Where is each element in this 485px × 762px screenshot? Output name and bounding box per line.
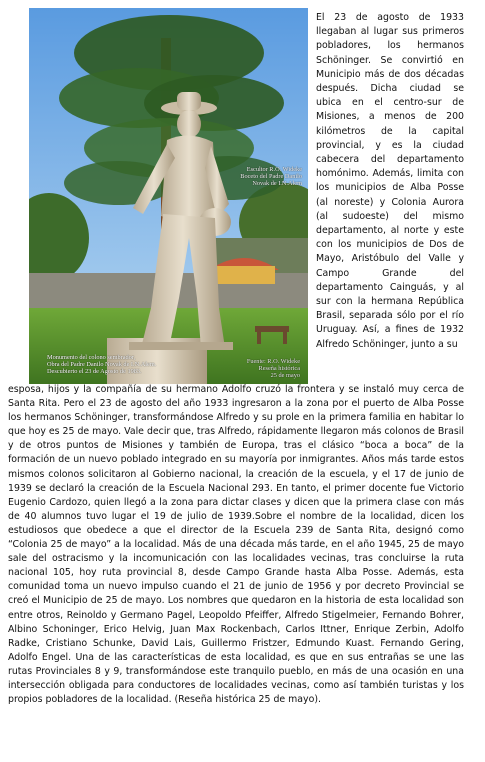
article-side-column: El 23 de agosto de 1933 llegaban al lugar sus primeros pobladores, los hermanos Schöninger. Se convirtió en Municipio más de dos décadas después. Dicha ciudad se ubica en el centro-sur de Misiones, a menos de 200 kilómetros de la capital provincial, y es la ciudad cabecera del departamento homónimo. Además, limita con los municipios de Alba Posse (al noreste) y Colonia Aurora (al sudoeste) del mismo departamento, al norte y este con los municipios de Dos de Mayo, Aristóbulo del Valle y Campo Grande del departamento Cainguás, y al sur con la hermana República Brasil, separada sólo por el río Uruguay. Así, a fines de 1932 Alfredo Schöninger, junto a su (316, 12, 464, 350)
caption-line: Reseña histórica (258, 365, 300, 372)
caption-line: 25 de mayo (270, 372, 300, 379)
photo-caption-source (247, 358, 300, 379)
caption-line: Obra del Padre Danilo Novak de I.N.Alem. (47, 361, 157, 368)
caption-line: Descubierto el 23 de Agosto de 1983. (47, 368, 142, 375)
caption-line: Boceto del Padre Danilo (240, 173, 302, 180)
photo-illustration (29, 8, 308, 384)
photo-caption-sculptor (240, 166, 302, 187)
caption-line: Monumento del colono sembrador, (47, 354, 136, 361)
caption-line: Escultor R.O. Wideke (246, 166, 302, 173)
caption-line: Fuente: R.O. Wideke (246, 358, 300, 365)
article-body: esposa, hijos y la compañía de su hermano Adolfo cruzó la frontera y se instaló muy cerca de Santa Rita. Pero el 23 de agosto del año 1933 ingresaron a la zona por el puerto de Alba Posse los hermanos Schöninger, transformándose Alfredo y su prole en la primera familia en habitar lo que hoy es 25 de mayo. Vale decir que, tras Alfredo, rápidamente llegaron más colonos de Brasil y de otros puntos de Misiones y también de Europa, tras el clásico “boca a boca” de la formación de un nuevo poblado integrado en su mayoría por inmigrantes. Años más tarde estos mismos colonos solicitaron al Gobierno nacional, la creación de la escuela, y el 17 de junio de 1939 se declaró la creación de la Escuela Nacional 293. En tanto, el primer docente fue Victorio Eugenio Cardozo, quien llegó a la zona para dictar clases y dicen que la primera clase con más de 40 alumnos tuvo lugar el 19 de julio de 1939.Sobre el nombre de la localidad, dicen los estudiosos que obedece a que el director de la Escuela 239 de Santa Rita, designó como “Colonia 25 de mayo” a la localidad. Más de una década más tarde, en el año 1945, 25 de mayo sale del ostracismo y la incomunicación con las localidades vecinas, tras concluirse la ruta nacional 105, hoy ruta provincial 8, desde Campo Grande hasta Alba Posse. Además, esta comunidad toma un nuevo impulso cuando el 21 de junio de 1956 y por decreto Provincial se creó el Municipio de 25 de mayo. Los nombres que quedaron en la historia de esta localidad son entre otros, Reinoldo y Germano Pagel, Leopoldo Pfeiffer, Alfredo Stigelmeier, Fernando Bohrer, Albino Schoninger, Erico Helvig, Juan Max Rockenbach, Carlos Ittner, Enrique Zerbin, Adolfo Radke, Cristiano Schunke, David Lais, Guillermo Fristzer, Edmundo Kuast. Fernando Gering, Adolfo Engel. Una de las características de esta localidad, es que en sus entrañas se une las rutas Provinciales 8 y 9, transformándose este tranquilo pueblo, en más de una ocasión en una intersección obligada para conductores de localidades vecinas, como así también turistas y los propios pobladores de la localidad. (Reseña histórica 25 de mayo). (8, 384, 464, 706)
photo-caption-monument (47, 354, 156, 375)
caption-line: Novak de I.N.Alem (252, 180, 302, 187)
monument-photo (29, 8, 308, 384)
